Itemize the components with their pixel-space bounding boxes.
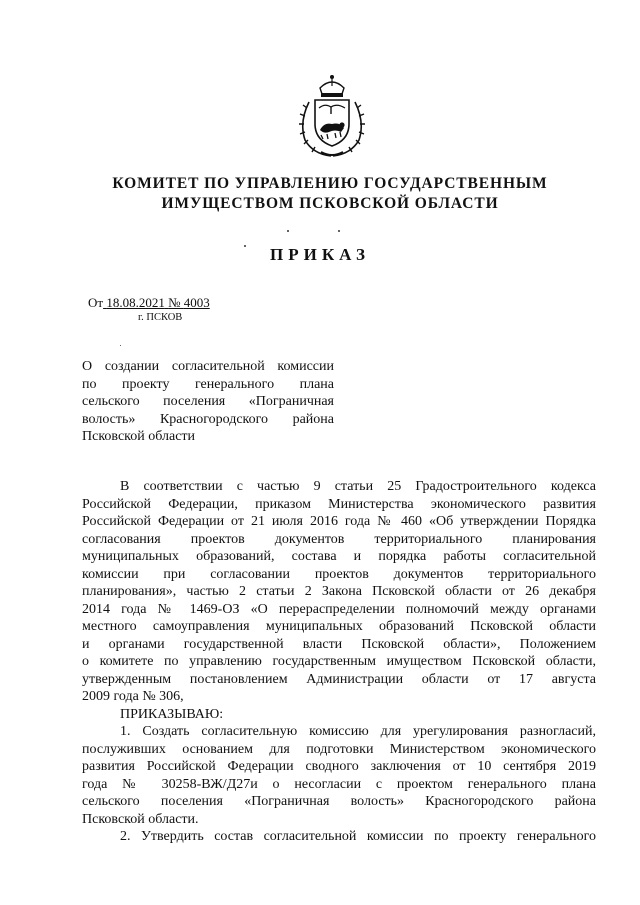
order-subject — [82, 358, 334, 446]
body-line: комиссии при согласовании проектов документов территориального — [82, 566, 596, 582]
body-line: согласования проектов документов территориального планирования — [82, 531, 596, 547]
body-line: 1. Создать согласительную комиссию для урегулирования разногласий, — [120, 724, 596, 739]
body-line: Российской Федерации, приказом Министерства экономического развития — [82, 496, 596, 512]
order-directive: ПРИКАЗЫВАЮ: — [120, 706, 224, 722]
body-line: Российской Федерации от 21 июля 2016 года № 460 «Об утверждении Порядка — [82, 514, 596, 529]
body-line: сельского поселения «Пограничная волость» Красногородского района — [82, 794, 596, 809]
body-line: о комитете по управлению государственным имуществом Псковской области, — [82, 654, 596, 669]
order-date-number — [88, 295, 210, 311]
subject-line: сельского поселения «Пограничная — [82, 394, 334, 409]
subject-line: Псковской области — [82, 429, 196, 444]
body-line: 2014 года № 1469-ОЗ «О перераспределении полномочий между органами — [82, 601, 596, 617]
body-line: утвержденным постановлением Администрации области от 17 августа — [82, 671, 596, 687]
organization-name — [80, 174, 580, 214]
city: г. ПСКОВ — [138, 312, 183, 323]
body-line: послуживших основанием для подготовки Министерством экономического — [82, 741, 596, 757]
pskov-coat-of-arms-icon — [291, 72, 373, 160]
body-line: и органами государственной власти Псковской области», Положением — [82, 636, 596, 652]
subject-line: по проекту генерального плана — [82, 376, 334, 392]
order-date: 18.08.2021 — [106, 295, 165, 310]
document-type: ПРИКАЗ — [270, 245, 370, 264]
number-prefix: № — [168, 295, 181, 310]
body-line: 2009 года № 306, — [82, 689, 184, 704]
body-line: В соответствии с частью 9 статьи 25 Градостроительного кодекса — [120, 479, 596, 494]
order-number: 4003 — [183, 295, 210, 310]
order-body — [82, 478, 596, 846]
subject-line: О создании согласительной комиссии — [82, 359, 334, 374]
body-line: муниципальных образований, состава и порядка работы согласительной — [82, 549, 596, 564]
scan-speck — [287, 230, 289, 232]
scan-speck — [338, 230, 340, 232]
body-line: Псковской области. — [82, 811, 199, 827]
organization-name-line-1: КОМИТЕТ ПО УПРАВЛЕНИЮ ГОСУДАРСТВЕННЫМ — [112, 175, 548, 192]
body-line: планирования», частью 2 статьи 2 Закона Псковской области от 26 декабря — [82, 584, 596, 599]
body-line: 2. Утвердить состав согласительной комиссии по проекту генерального — [120, 829, 596, 844]
body-line: года № 30258-ВЖ/Д27и о несогласии с проектом генерального плана — [82, 776, 596, 792]
body-line: местного самоуправления муниципальных образований Псковской области — [82, 619, 596, 634]
scan-speck — [120, 345, 121, 346]
subject-line: волость» Красногородского района — [82, 411, 334, 427]
date-prefix: От — [88, 295, 104, 310]
body-line: развития Российской Федерации сводного заключения от 10 сентября 2019 — [82, 759, 596, 774]
organization-name-line-2: ИМУЩЕСТВОМ ПСКОВСКОЙ ОБЛАСТИ — [161, 195, 499, 212]
